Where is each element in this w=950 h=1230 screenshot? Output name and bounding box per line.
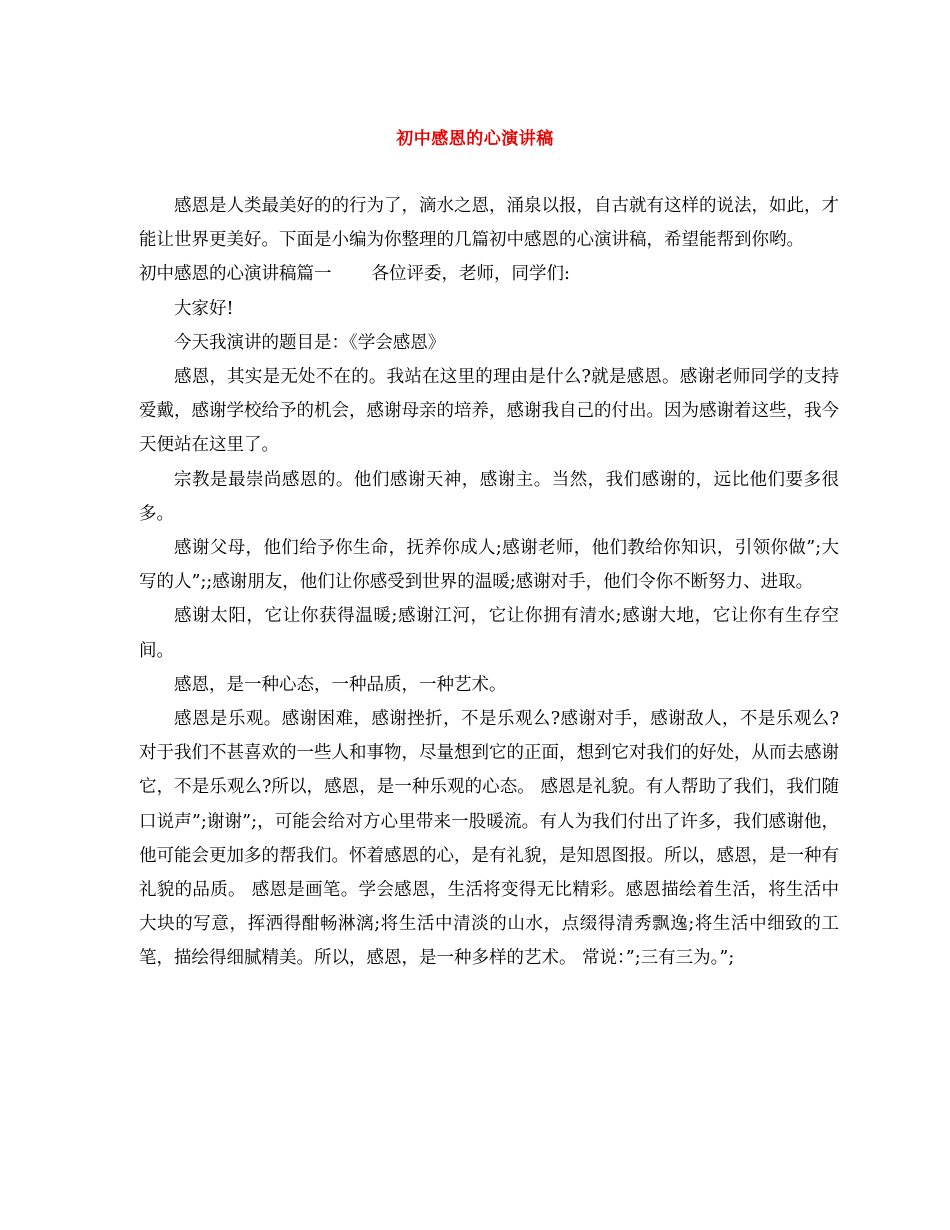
section-heading-line	[139, 257, 839, 291]
salutation: 各位评委，老师，同学们:	[371, 264, 570, 285]
paragraph: 感谢父母，他们给予你生命，抚养你成人;感谢老师，他们教给你知识，引领你做”;大写的人”;;感谢朋友，他们让你感受到世界的温暖;感谢对手，他们令你不断努力、进取。	[139, 538, 839, 593]
document-title: 初中感恩的心演讲稿	[396, 129, 554, 149]
paragraph: 感恩是乐观。感谢困难，感谢挫折，不是乐观么?感谢对手，感谢敌人，不是乐观么?对于我们不甚喜欢的一些人和事物，尽量想到它的正面，想到它对我们的好处，从而去感谢它，不是乐观么?所以，感恩，是一种乐观的心态。 感恩是礼貌。有人帮助了我们，我们随口说声”;谢谢”;，可能会给对方心里带来一股暖流。有人为我们付出了许多，我们感谢他，他可能会更加多的帮我们。怀着感恩的心，是有礼貌，是知恩图报。所以，感恩，是一种有礼貌的品质。 感恩是画笔。学会感恩，生活将变得无比精彩。感恩描绘着生活，将生活中大块的写意，挥洒得酣畅淋漓;将生活中清淡的山水，点缀得清秀飘逸;将生活中细致的工笔，描绘得细腻精美。所以，感恩，是一种多样的艺术。 常说：”;三有三为。”;	[139, 709, 839, 969]
paragraph: 感恩，是一种心态，一种品质，一种艺术。	[174, 674, 507, 695]
paragraph: 感谢太阳，它让你获得温暖;感谢江河，它让你拥有清水;感谢大地，它让你有生存空间。	[139, 606, 839, 661]
paragraph: 宗教是最崇尚感恩的。他们感谢天神，感谢主。当然，我们感谢的，远比他们要多很多。	[139, 469, 839, 524]
paragraph: 感恩，其实是无处不在的。我站在这里的理由是什么?就是感恩。感谢老师同学的支持爱戴，感谢学校给予的机会，感谢母亲的培养，感谢我自己的付出。因为感谢着这些，我今天便站在这里了。	[139, 367, 839, 456]
intro-paragraph: 感恩是人类最美好的的行为了，滴水之恩，涌泉以报，自古就有这样的说法，如此，才能让世界更美好。下面是小编为你整理的几篇初中感恩的心演讲稿，希望能帮到你哟。	[139, 196, 839, 251]
paragraph: 今天我演讲的题目是：《学会感恩》	[174, 332, 446, 353]
paragraph: 大家好!	[174, 298, 234, 319]
document-body	[139, 189, 839, 976]
section-heading: 初中感恩的心演讲稿篇一	[139, 264, 332, 285]
